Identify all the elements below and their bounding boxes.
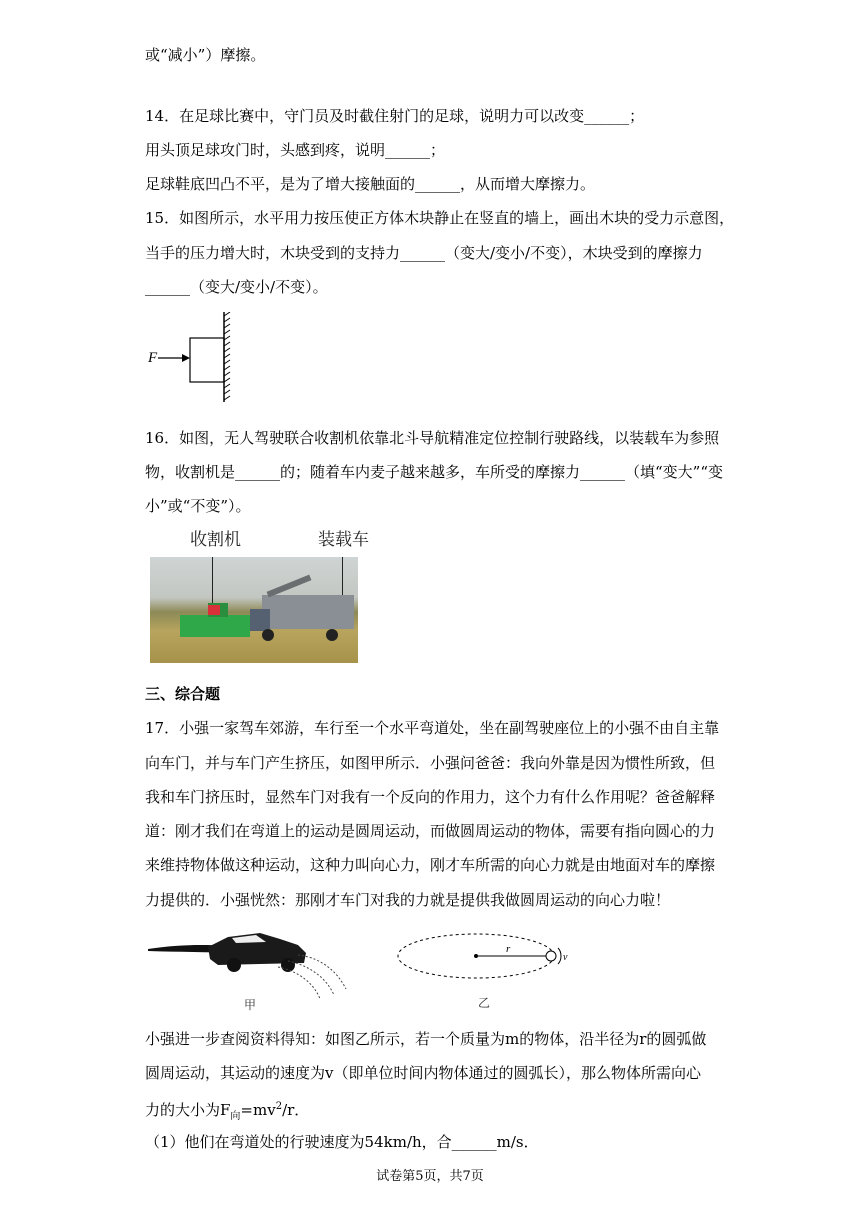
text-line: 力提供的．小强恍然：那刚才车门对我的力就是提供我做圆周运动的向心力啦！ (145, 891, 671, 909)
text-line: 足球鞋底凹凸不平，是为了增大接触面的______，从而增大摩擦力。 (145, 175, 596, 193)
formula-superscript: 2 (275, 1101, 283, 1112)
page-footer: 试卷第5页，共7页 (376, 1169, 484, 1184)
caption-jia: 甲 (244, 998, 257, 1012)
force-diagram (142, 312, 242, 404)
harvester-photo (150, 557, 358, 663)
question-15: 15．如图所示，水平用力按压使正方体木块静止在竖直的墙上，画出木块的受力示意图， (145, 209, 735, 227)
text-line: 道：刚才我们在弯道上的运动是圆周运动，而做圆周运动的物体，需要有指向圆心的力 (145, 822, 716, 840)
velocity-label: v (563, 952, 568, 963)
formula-tail: /r． (282, 1101, 310, 1119)
text-line: ______（变大/变小/不变）。 (145, 278, 328, 296)
radius-label: r (506, 943, 511, 955)
car-figure (148, 925, 348, 1005)
text-line: 来维持物体做这种运动，这种力叫向心力，刚才车所需的向心力就是由地面对车的摩擦 (145, 856, 716, 874)
formula-line (145, 1097, 309, 1127)
question-14: 14．在足球比赛中，守门员及时截住射门的足球，说明力可以改变______； (145, 107, 645, 125)
circular-motion-figure (396, 928, 576, 988)
text-line: 圆周运动，其运动的速度为v（即单位时间内物体通过的圆弧长），那么物体所需向心 (145, 1064, 701, 1082)
text-line: 小”或“不变”）。 (145, 497, 251, 515)
force-label: F (148, 350, 158, 366)
formula-subscript: 向 (230, 1111, 241, 1122)
question-16: 16．如图，无人驾驶联合收割机依靠北斗导航精准定位控制行驶路线，以装载车为参照 (145, 429, 720, 447)
text-line: 物，收割机是______的；随着车内麦子越来越多，车所受的摩擦力______（填“变大”“变 (145, 463, 724, 481)
section-title: 三、综合题 (145, 685, 221, 703)
formula-prefix: 力的大小为F (145, 1101, 231, 1119)
question-17: 17．小强一家驾车郊游，车行至一个水平弯道处，坐在副驾驶座位上的小强不由自主靠 (145, 719, 720, 737)
photo-label-harvester: 收割机 (190, 530, 241, 550)
text-line: 当手的压力增大时，木块受到的支持力______（变大/变小/不变），木块受到的摩擦力 (145, 244, 703, 262)
text-line: 向车门，并与车门产生挤压，如图甲所示．小强问爸爸：我向外靠是因为惯性所致，但 (145, 754, 716, 772)
text-line: 我和车门挤压时，显然车门对我有一个反向的作用力，这个力有什么作用呢？爸爸解释 (145, 788, 716, 806)
wood-block (190, 338, 224, 382)
photo-label-truck: 装载车 (318, 530, 369, 550)
text-line: 或“减小”）摩擦。 (145, 46, 266, 64)
formula-body: =mv (240, 1101, 276, 1119)
sub-question-1: （1）他们在弯道处的行驶速度为54km/h，合______m/s． (145, 1133, 539, 1151)
text-line: 用头顶足球攻门时，头感到疼，说明______； (145, 141, 446, 159)
text-line: 小强进一步查阅资料得知：如图乙所示，若一个质量为m的物体，沿半径为r的圆弧做 (145, 1030, 707, 1048)
caption-yi: 乙 (478, 996, 491, 1010)
